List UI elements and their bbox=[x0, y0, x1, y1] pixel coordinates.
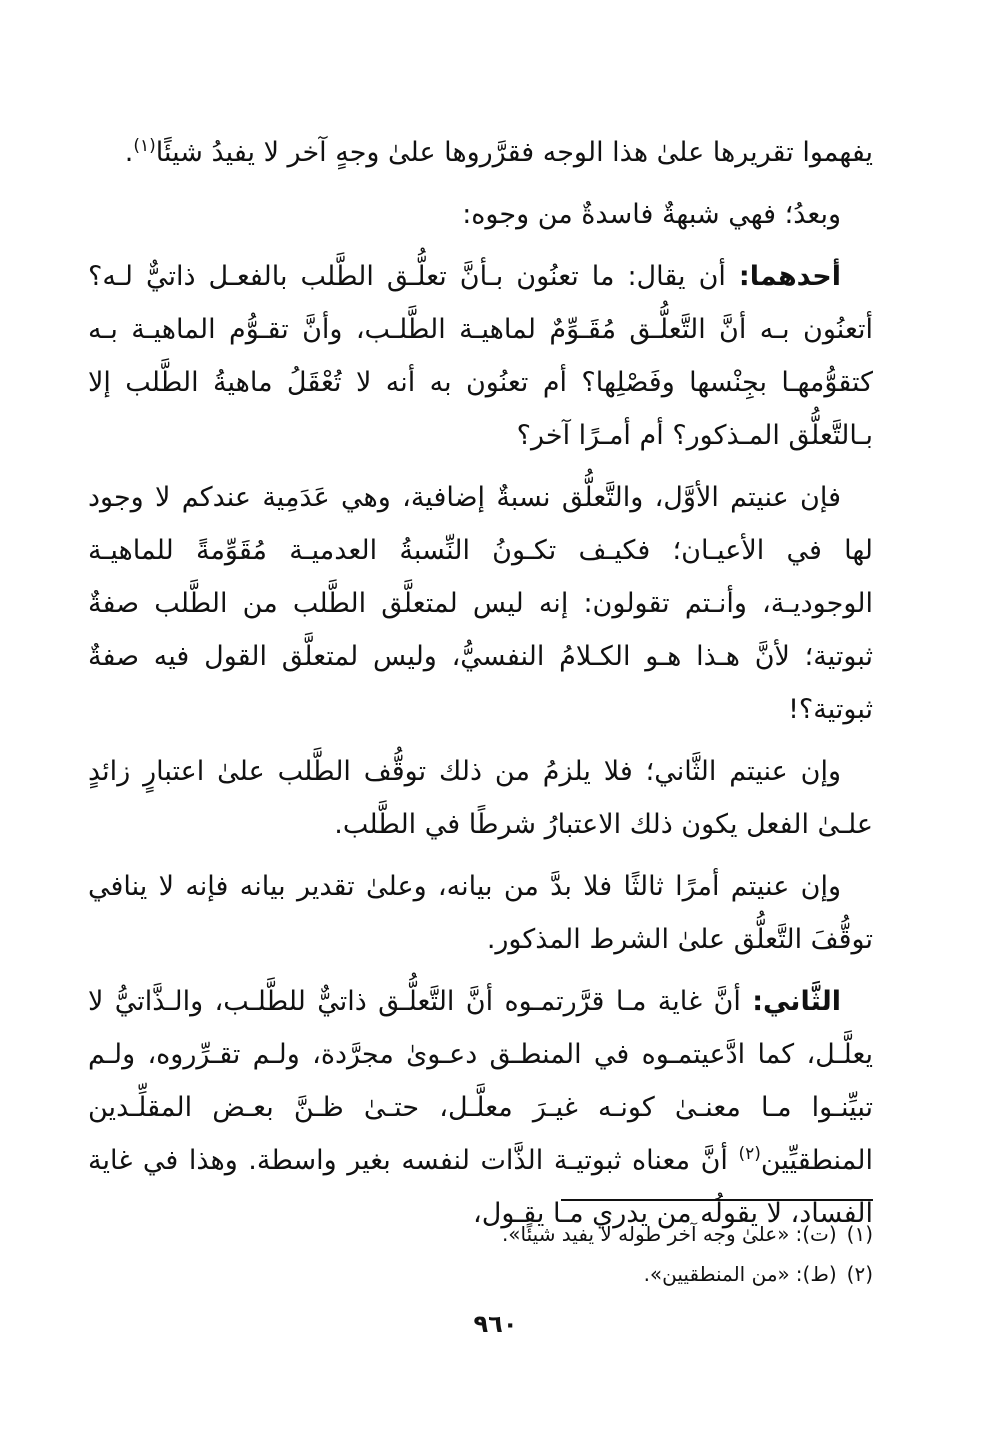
footnote-reference[interactable]: (٢) bbox=[738, 1144, 761, 1164]
paragraph-text: وإن عنيتم الثَّاني؛ فلا يلزمُ من ذلك توقُّف الطَّلب علىٰ اعتبارٍ زائدٍ علـىٰ الفعل يكون ذلك الاعتبارُ شرطًا في الطَّلب. bbox=[88, 756, 873, 840]
paragraph-text: يفهموا تقريرها علىٰ هذا الوجه فقرَّروها علىٰ وجهٍ آخر لا يفيدُ شيئًا bbox=[155, 137, 873, 168]
paragraph-third-option bbox=[88, 860, 873, 966]
footnote-item bbox=[300, 1214, 873, 1254]
footnote-number: (٢) bbox=[846, 1262, 873, 1286]
paragraph-text: فإن عنيتم الأوَّل، والتَّعلُّق نسبةٌ إضافية، وهي عَدَمِية عندكم لا وجود لها في الأعيـان؛ فكيـف تكـونُ النِّسبةُ العدميـة مُقَوِّمةً للماهيـة الوجوديـة، وأنـتم تقولون: إنه ليس لمتعلَّق الطَّلب من الطَّلب صفةٌ ثبوتية؛ لأنَّ هـذا هـو الكـلامُ النفسيُّ، وليس لمتعلَّق القول فيه صفةٌ ثبوتية؟! bbox=[88, 482, 873, 725]
paragraph-lead: أحدهما: bbox=[738, 261, 841, 292]
paragraph-text: وإن عنيتم أمرًا ثالثًا فلا بدَّ من بيانه، وعلىٰ تقدير بيانه فإنه لا ينافي توقُّفَ التَّعلُّق علىٰ الشرط المذكور. bbox=[88, 871, 873, 955]
paragraph-continuation bbox=[88, 126, 873, 179]
footnote-text: «علىٰ وجه آخر طوله لا يفيد شيئًا». bbox=[501, 1222, 790, 1246]
paragraph-second-option bbox=[88, 745, 873, 851]
paragraph-text-tail: . bbox=[124, 137, 134, 168]
paragraph-text: وبعدُ؛ فهي شبهةٌ فاسدةٌ من وجوه: bbox=[462, 199, 841, 230]
footnote-divider bbox=[561, 1199, 873, 1201]
footnote-reference[interactable]: (١) bbox=[133, 136, 156, 156]
page-number: ٩٦٠ bbox=[473, 1310, 518, 1338]
paragraph-intro bbox=[88, 188, 873, 241]
footnotes-section bbox=[300, 1214, 873, 1294]
footnote-text: «من المنطقيين». bbox=[643, 1262, 790, 1286]
paragraph-first-option bbox=[88, 471, 873, 736]
footnote-siglum: (ط): bbox=[795, 1262, 837, 1286]
footnote-siglum: (ت): bbox=[795, 1222, 837, 1246]
paragraph-lead: الثَّاني: bbox=[752, 986, 841, 1017]
main-text bbox=[88, 126, 873, 1240]
paragraph-text: أنَّ غاية مـا قرَّرتمـوه أنَّ التَّعلُّـق ذاتيٌّ للطَّلـب، والـذَّاتيُّ لا يعلَّـل، كما ادَّعيتمـوه في المنطـق دعـوىٰ مجرَّدة، ولـم تقـرِّروه، ولـم تبيِّنـوا مـا معنـىٰ كونـه غيـرَ معلَّـل، حتـىٰ ظـنَّ بعـض المقلِّـدين المنطقيِّين bbox=[88, 986, 873, 1176]
footnote-number: (١) bbox=[846, 1222, 873, 1246]
paragraph-text-tail: أنَّ معناه ثبوتيـة الذَّات لنفسه بغير واسطة. وهذا في غاية الفساد، لا يقولُه من يدري مـا يقـول، bbox=[88, 1145, 873, 1229]
footnote-item bbox=[300, 1254, 873, 1294]
paragraph-first-aspect bbox=[88, 250, 873, 462]
paragraph-text: أن يقال: ما تعنُون بـأنَّ تعلُّـق الطَّلب بالفعـل ذاتيٌّ لـه؟ أتعنُون بـه أنَّ التَّعلُّـق مُقَـوِّمٌ لماهيـة الطَّلـب، وأنَّ تقـوُّم الماهيـة بـه كتقوُّمهـا بجِنْسها وفَصْلِها؟ أم تعنُون به أنه لا تُعْقَلُ ماهيةُ الطَّلب إلا بـالتَّعلُّق المـذكور؟ أم أمـرًا آخر؟ bbox=[88, 261, 873, 451]
